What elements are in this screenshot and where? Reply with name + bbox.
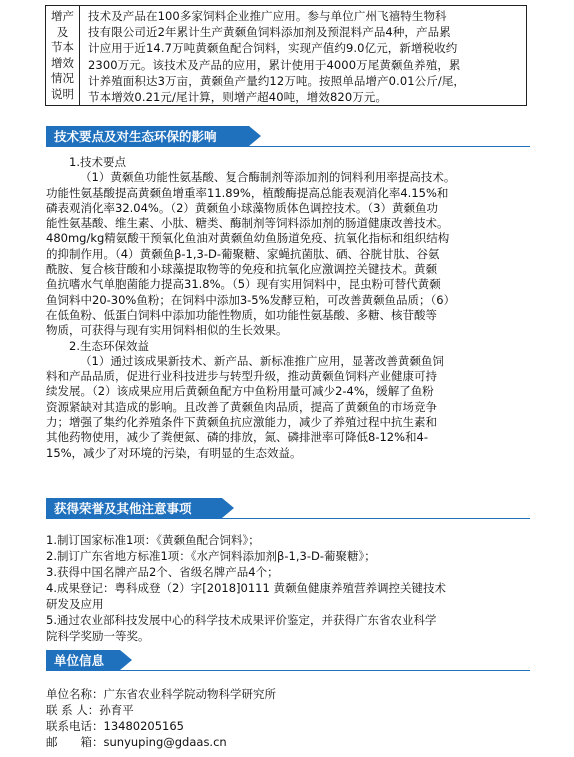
table-label-line: 及 <box>56 24 69 39</box>
list-item: 5.通过农业部科技发展中心的科学技术成果评价鉴定，并获得广东省农业科学 <box>46 613 437 627</box>
paragraph-line: 鱼饲料中20-30%鱼粉；在饲料中添加3-5%发酵豆粕，可改善黄颡鱼品质；（6） <box>46 292 456 307</box>
table-text-line: 2300万元。该技术及产品的应用，累计使用于4000万尾黄颡鱼养殖，累 <box>88 57 461 72</box>
table-label-line: 增效 <box>51 55 74 70</box>
table-text-line: 技术及产品在100多家饲料企业推广应用。参与单位广州飞禧特生物科 <box>88 9 447 23</box>
unit-info <box>46 686 526 750</box>
section-title: 技术要点及对生态环保的影响 <box>54 129 217 144</box>
paragraph-line: （1）通过该成果新技术、新产品、新标准推广应用，显著改善黄颡鱼饲 <box>80 353 444 368</box>
unit-name: 单位名称：广东省农业科学院动物科学研究所 <box>46 687 276 701</box>
paragraph-line: 磷表观消化率32.04%。（2）黄颡鱼小球藻物质体色调控技术。（3）黄颡鱼功 <box>46 200 438 215</box>
paragraph-line: 资源紧缺对其造成的影响。且改善了黄颡鱼肉品质，提高了黄颡鱼的市场竞争 <box>46 399 437 414</box>
honors-list <box>46 532 526 644</box>
paragraph-line: 续发展。（2）该成果应用后黄颡鱼配方中鱼粉用量可减少2-4%，缓解了鱼粉 <box>46 384 434 399</box>
section-divider <box>46 518 530 519</box>
subsection-title: 1.技术要点 <box>69 155 126 169</box>
tech-points-block <box>46 155 526 461</box>
table-label-line: 说明 <box>51 86 74 101</box>
paragraph-line: 其他药物使用，减少了粪便氮、磷的排放，氮、磷排泄率可降低8-12%和4- <box>46 430 428 445</box>
list-item: 4.成果登记：粤科成登（2）字[2018]0111 黄颡鱼健康养殖营养调控关键技术 <box>46 581 446 595</box>
paragraph-line: （1）黄颡鱼功能性氨基酸、复合酶制剂等添加剂的饲料利用率提高技术。 <box>80 170 456 185</box>
paragraph-line: 鱼抗嗜水气单胞菌能力提高31.8%。（5）现有实用饲料中，昆虫粉可替代黄颡 <box>46 277 441 292</box>
paragraph-line: 料和产品品质，促进行业科技进步与转型升级，推动黄颡鱼饲料产业健康可持 <box>46 369 437 384</box>
table-text-line: 计应用于近14.7万吨黄颡鱼配合饲料，实现产值约9.0亿元，新增税收约 <box>88 41 458 56</box>
paragraph-line: 480mg/kg精氨酸干预氧化鱼油对黄颡鱼幼鱼肠道免疫、抗氧化指标和组织结构 <box>46 231 450 246</box>
contact-person: 联 系 人：孙育平 <box>46 703 134 717</box>
benefit-table <box>45 5 527 106</box>
list-item: 院科学奖励一等奖。 <box>46 629 150 643</box>
list-item: 1.制订国家标准1项：《黄颡鱼配合饲料》； <box>46 533 260 547</box>
paragraph-line: 酰胺、复合核苷酸和小球藻提取物等的免疫和抗氧化应激调控关键技术。黄颡 <box>46 262 437 277</box>
contact-email: 邮 箱：sunyuping@gdaas.cn <box>46 735 227 749</box>
benefit-table-text <box>80 6 526 105</box>
list-item: 3.获得中国名牌产品2个、省级名牌产品4个； <box>46 565 279 579</box>
section-header-honors <box>46 498 222 519</box>
table-text-line: 计养殖面积达3万亩，黄颡鱼产量约12万吨。按照单品增产0.01公斤/尾， <box>88 73 466 88</box>
paragraph-line: 物质，可获得与现有实用饲料相似的生长效果。 <box>46 323 288 338</box>
paragraph-line: 功能性氨基酸提高黄颡鱼增重率11.89%，植酸酶提高总能表观消化率4.15%和 <box>46 185 449 200</box>
section-title: 获得荣誉及其他注意事项 <box>54 501 192 516</box>
section-title: 单位信息 <box>54 653 105 668</box>
subsection-title: 2.生态环保效益 <box>69 338 149 353</box>
section-divider <box>46 146 530 147</box>
section-header-tech <box>46 126 249 147</box>
list-item: 研发及应用 <box>46 597 104 611</box>
paragraph-line: 15%，减少了对环境的污染，有明显的生态效益。 <box>46 445 302 460</box>
table-label-line: 节本 <box>51 40 74 54</box>
paragraph-line: 能性氨基酸、维生素、小肽、糖类、酶制剂等饲料添加剂的肠道健康改善技术。 <box>46 216 449 231</box>
paragraph-line: 在低鱼粉、低蛋白饲料中添加功能性物质，如功能性氨基酸、多糖、核苷酸等 <box>46 307 437 322</box>
section-header-unit <box>46 650 120 671</box>
table-label-line: 情况 <box>51 71 74 85</box>
table-label-line: 增产 <box>51 9 74 23</box>
table-text-line: 技有限公司近2年累计生产黄颡鱼饲料添加剂及预混料产品4种，产品累 <box>88 25 451 40</box>
contact-phone: 联系电话：13480205165 <box>46 719 184 733</box>
benefit-table-label <box>46 6 80 105</box>
paragraph-line: 的抑制作用。（4）黄颡鱼β-1,3-D-葡聚糖、家蝇抗菌肽、硒、谷胱甘肽、谷氨 <box>46 246 440 261</box>
table-text-line: 节本增效0.21元/尾计算，则增产超40吨，增效820万元。 <box>88 90 388 105</box>
paragraph-line: 力；增强了集约化养殖条件下黄颡鱼抗应激能力，减少了养殖过程中抗生素和 <box>46 415 437 430</box>
list-item: 2.制订广东省地方标准1项：《水产饲料添加剂β-1,3-D-葡聚糖》； <box>46 549 376 563</box>
section-divider <box>46 670 530 671</box>
